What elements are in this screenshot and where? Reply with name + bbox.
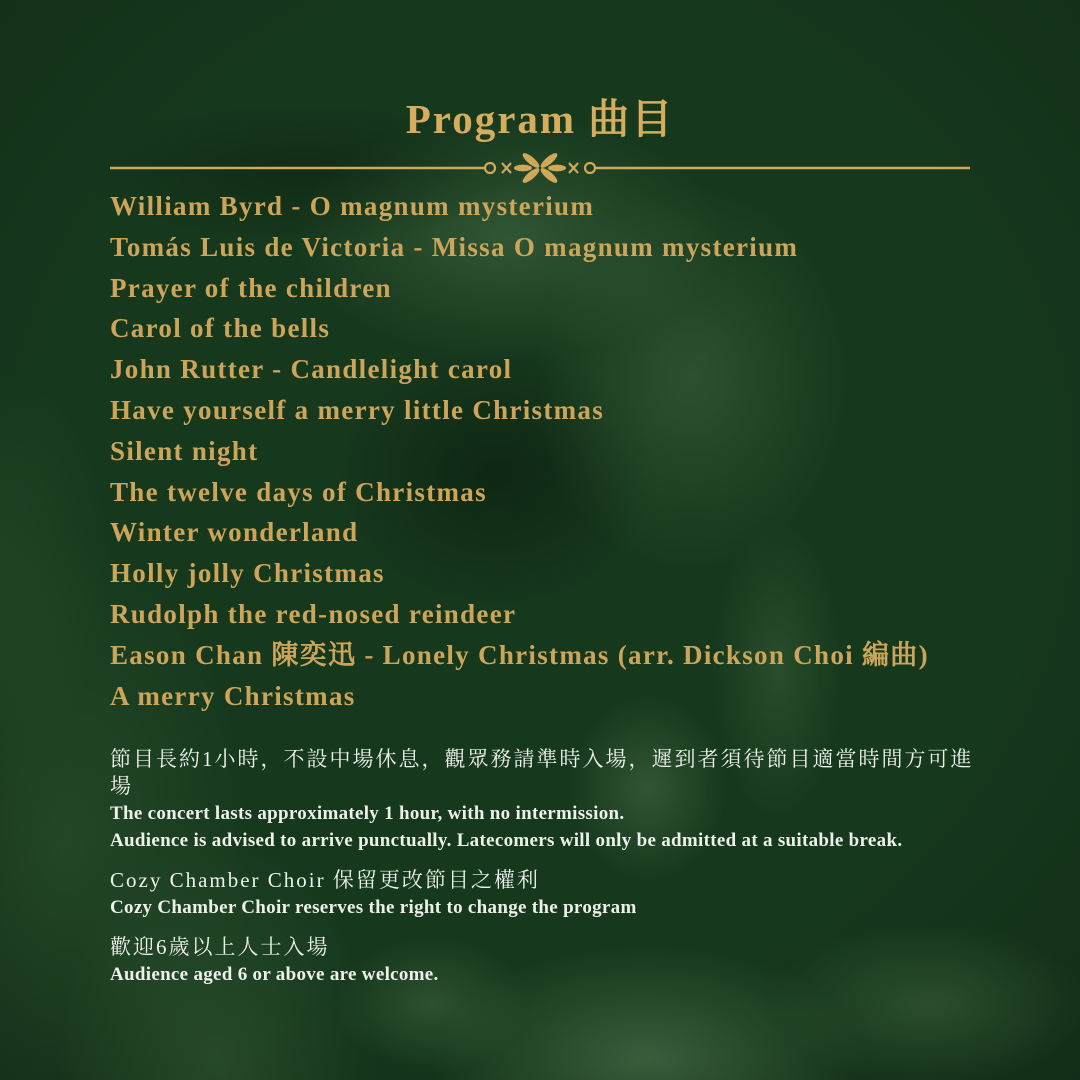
program-item: Carol of the bells	[110, 313, 331, 344]
program-item: William Byrd - O magnum mysterium	[110, 191, 595, 221]
program-item: Holly jolly Christmas	[110, 558, 385, 589]
page-title: Program 曲目	[405, 96, 675, 142]
notes-section	[110, 746, 990, 1001]
program-item: John Rutter - Candlelight carol	[110, 354, 513, 385]
program-item: Rudolph the red-nosed reindeer	[110, 598, 517, 629]
note-duration-en-2: Audience is advised to arrive punctually. Latecomers will only be admitted at a suitable break.	[110, 830, 903, 851]
note-duration-en-1: The concert lasts approximately 1 hour, with no intermission.	[110, 803, 625, 824]
note-block-rights	[110, 867, 990, 921]
program-item: A merry Christmas	[110, 680, 356, 711]
note-age-en: Audience aged 6 or above are welcome.	[110, 964, 439, 985]
note-age-zh: 歡迎6歲以上人士入場	[110, 935, 330, 959]
note-rights-zh: Cozy Chamber Choir 保留更改節目之權利	[110, 868, 540, 892]
program-item: Eason Chan 陳奕迅 - Lonely Christmas (arr. Dickson Choi 編曲)	[110, 639, 929, 670]
divider	[110, 150, 970, 186]
program-item: The twelve days of Christmas	[110, 476, 487, 507]
program-item: Winter wonderland	[110, 517, 359, 548]
note-block-duration	[110, 746, 990, 854]
note-block-age	[110, 934, 990, 988]
program-item: Tomás Luis de Victoria - Missa O magnum mysterium	[110, 231, 799, 262]
program-item: Have yourself a merry little Christmas	[110, 394, 605, 425]
program-item: Prayer of the children	[110, 272, 392, 303]
note-duration-zh: 節目長約1小時，不設中場休息，觀眾務請準時入場，遲到者須待節目適當時間方可進場	[110, 747, 974, 798]
divider-ornament-icon	[110, 150, 970, 186]
program-item: Silent night	[110, 435, 259, 466]
program-list	[110, 186, 990, 716]
note-rights-en: Cozy Chamber Choir reserves the right to change the program	[110, 897, 637, 918]
